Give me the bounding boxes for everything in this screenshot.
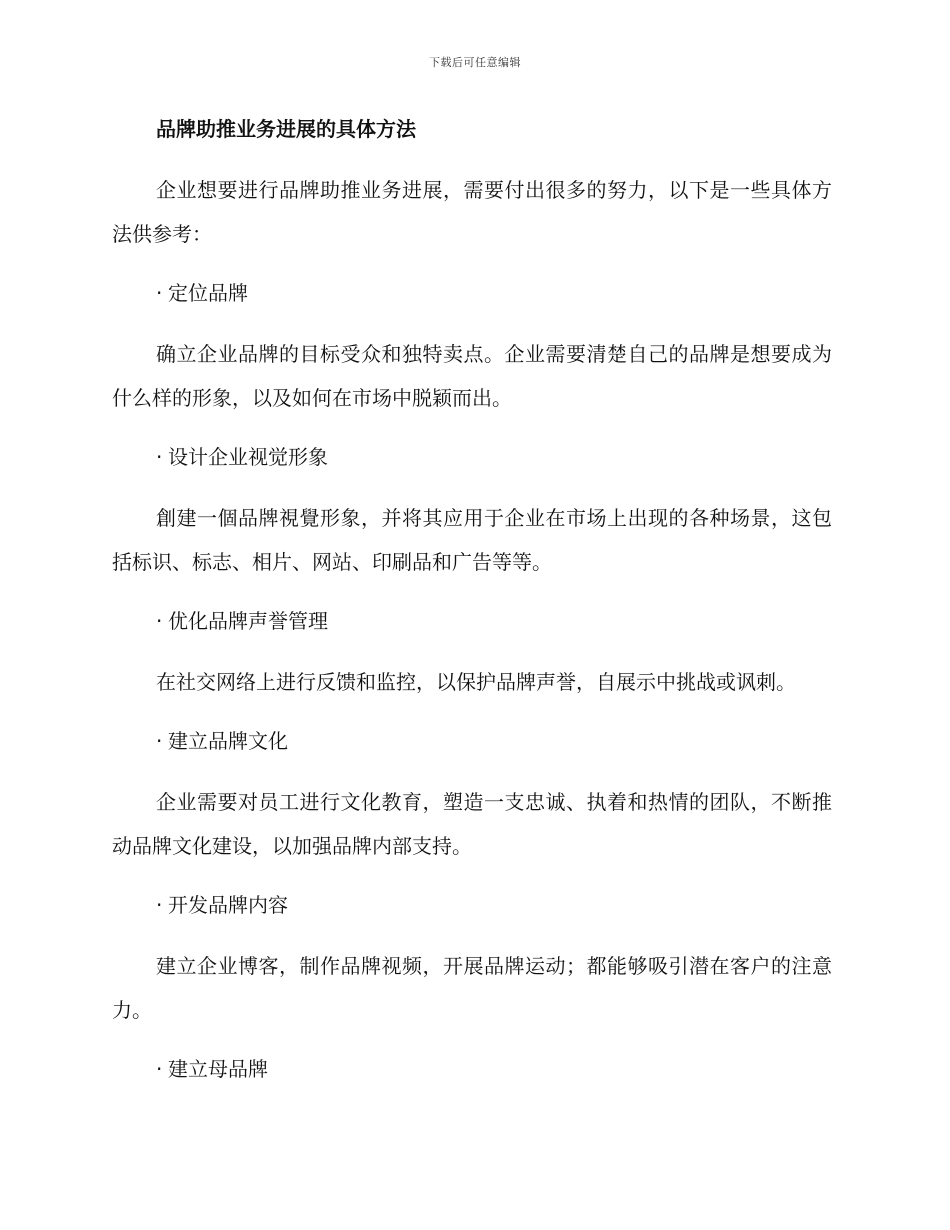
section-heading-parent-brand bbox=[156, 1052, 832, 1086]
section-heading-reputation bbox=[156, 604, 832, 638]
page-header-note: 下载后可任意编辑 bbox=[429, 56, 521, 69]
document-title: 品牌助推业务进展的具体方法 bbox=[156, 117, 416, 141]
section-heading-positioning bbox=[156, 276, 832, 310]
section-heading-brand-culture bbox=[156, 724, 832, 758]
bullet-dot-icon: · bbox=[156, 893, 163, 917]
section-heading-brand-content bbox=[156, 888, 832, 922]
bullet-dot-icon: · bbox=[156, 609, 163, 633]
bullet-dot-icon: · bbox=[156, 281, 163, 305]
intro-paragraph: 企业想要进行品牌助推业务进展，需要付出很多的努力，以下是一些具体方法供参考： bbox=[112, 178, 832, 246]
section-heading-visual-identity bbox=[156, 440, 832, 474]
section-paragraph-visual-identity: 創建一個品牌視覺形象，并将其应用于企业在市场上出现的各种场景，这包括标识、标志、相片、网站、印刷品和广告等等。 bbox=[112, 506, 832, 574]
bullet-dot-icon: · bbox=[156, 445, 163, 469]
section-paragraph-brand-content: 建立企业博客，制作品牌视频，开展品牌运动；都能够吸引潜在客户的注意力。 bbox=[112, 954, 832, 1022]
section-paragraph-reputation: 在社交网络上进行反馈和监控，以保护品牌声誉，自展示中挑战或讽刺。 bbox=[156, 670, 796, 694]
section-heading-text: 设计企业视觉形象 bbox=[168, 445, 328, 469]
bullet-dot-icon: · bbox=[156, 1057, 163, 1081]
section-paragraph-brand-culture: 企业需要对员工进行文化教育，塑造一支忠诚、执着和热情的团队，不断推动品牌文化建设，以加强品牌内部支持。 bbox=[112, 790, 832, 858]
bullet-dot-icon: · bbox=[156, 729, 163, 753]
section-paragraph-positioning: 确立企业品牌的目标受众和独特卖点。企业需要清楚自己的品牌是想要成为什么样的形象，以及如何在市场中脱颖而出。 bbox=[112, 342, 832, 410]
section-heading-text: 定位品牌 bbox=[168, 281, 248, 305]
section-heading-text: 开发品牌内容 bbox=[168, 893, 288, 917]
section-heading-text: 建立品牌文化 bbox=[168, 729, 288, 753]
section-heading-text: 建立母品牌 bbox=[168, 1057, 268, 1081]
document-body bbox=[112, 112, 832, 1086]
section-heading-text: 优化品牌声誉管理 bbox=[168, 609, 328, 633]
